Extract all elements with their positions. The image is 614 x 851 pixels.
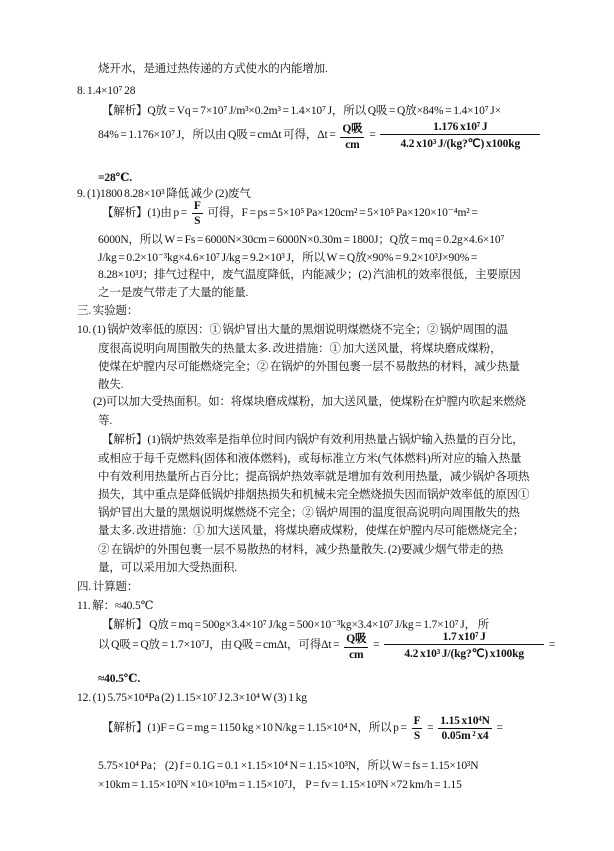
q8-answer: 8. 1.4×10⁷ 28 bbox=[77, 85, 136, 97]
numerator: Q吸 bbox=[344, 630, 368, 648]
q10-line: 或相应于每千克燃料(固体和液体燃料)，或每标准立方米(气体燃料)所对应的输入热量 bbox=[98, 453, 522, 465]
q9-analysis-4: 8.28×10³J；排气过程中，废气温度降低，内能减少；(2) 汽油机的效率很低，主要原因 bbox=[98, 269, 521, 281]
equals: = bbox=[373, 639, 380, 652]
q8-fraction-values bbox=[380, 121, 540, 150]
denominator: cm bbox=[345, 139, 360, 151]
q11-analysis-1: 【解析】 Q放 = mq = 500g×3.4×10⁷ J/kg = 500×10⁻³kg×3.4×10⁷ J/kg = 1.7×10⁷ J， 所 bbox=[102, 619, 490, 631]
q12-analysis-1-text: 【解析】(1)F = G = mg = 1150 kg ×10 N/kg = 1.15×10⁴ N，所以 p = bbox=[102, 722, 407, 735]
numerator: F bbox=[193, 200, 201, 212]
q11-analysis-2 bbox=[98, 630, 555, 661]
denominator: 4.2 x10³ J/(kg?℃) x100kg bbox=[400, 138, 521, 150]
q9-fraction-f-s bbox=[192, 200, 203, 227]
q10-line: 量太多. 改进措施：① 加大送风量，将煤块磨成煤粉，使煤在炉膛内尽可能燃烧完全； bbox=[98, 525, 525, 537]
section-3-heading: 三. 实验题： bbox=[77, 305, 139, 317]
denominator: 0.05m ² x4 bbox=[441, 730, 489, 742]
denominator: cm bbox=[349, 649, 364, 661]
q10-line: ② 在锅炉的外围包裹一层不易散热的材料，减少热量散失. (2)要减少烟气带走的热 bbox=[98, 544, 504, 556]
equals: = bbox=[427, 722, 434, 735]
section-4-heading: 四. 计算题： bbox=[77, 581, 139, 593]
numerator: F bbox=[413, 715, 421, 727]
q8-analysis-1: 【解析】Q放 = Vq = 7×10⁷ J/m³×0.2m³ = 1.4×10⁷ J，所以 Q吸 = Q放×84% = 1.4×10⁷ J× bbox=[102, 105, 501, 117]
denominator: 4.2 x10³ J/(kg?℃) x100kg bbox=[404, 648, 524, 660]
equals: = bbox=[369, 129, 376, 142]
q10-line: 中有效利用热量所占百分比；提高锅炉热效率就是增加有效利用热量，减少锅炉各项热 bbox=[98, 471, 530, 483]
q9-answer: 9. (1)1800 8.28×10³ 降低 减少 (2)废气 bbox=[77, 188, 251, 200]
q11-answer: 11. 解：≈40.5℃ bbox=[77, 600, 154, 612]
q12-fraction-values bbox=[438, 715, 492, 742]
q9-analysis-1 bbox=[102, 200, 478, 227]
denominator: S bbox=[413, 730, 421, 742]
q10-line: 等. bbox=[98, 415, 113, 427]
q10-line: 度很高说明向周围散失的热量太多. 改进措施：① 加大送风量，将煤块磨成煤粉， bbox=[98, 343, 502, 355]
q9-analysis-3: J/kg = 0.2×10⁻³kg×4.6×10⁷ J/kg = 9.2×10³ J，所以 W = Q放×90% = 9.2×10³J×90% = bbox=[98, 252, 478, 264]
q9-analysis-1-post: 可得，F = ps = 5×10⁵ Pa×120cm² = 5×10⁵ Pa×120×10⁻⁴m² = bbox=[207, 207, 478, 220]
q8-fraction-q-cm bbox=[340, 120, 364, 151]
q12-analysis-1 bbox=[102, 715, 503, 742]
q8-result: =28℃. bbox=[98, 172, 132, 184]
q10-line: 量，可以采用加大受热面积. bbox=[98, 562, 237, 574]
q10-line: 损失，其中重点是降低锅炉排烟热损失和机械未完全燃烧损失因而锅炉效率低的原因① bbox=[98, 489, 530, 501]
q10-line: 【解析】(1)锅炉热效率是指单位时间内锅炉有效利用热量占锅炉输入热量的百分比， bbox=[102, 434, 524, 446]
q12-answer: 12. (1) 5.75×10⁴Pa (2) 1.15×10⁷ J 2.3×10⁴ W (3) 1 kg bbox=[77, 692, 307, 704]
equals: = bbox=[496, 722, 503, 735]
q12-analysis-2: 5.75×10⁴ Pa； (2) f = 0.1G = 0.1 ×1.15×10⁴ N = 1.15×10³N，所以 W = fs = 1.15×10³N bbox=[98, 760, 479, 772]
q11-result: ≈40.5℃. bbox=[98, 673, 141, 685]
numerator: 1.7 x10⁷ J bbox=[384, 631, 544, 645]
q12-analysis-3: ×10km = 1.15×10³N ×10×10³m = 1.15×10⁷J， P = fv = 1.15×10³N ×72 km/h = 1.15 bbox=[98, 779, 462, 791]
numerator: 1.176 x10⁷ J bbox=[380, 121, 540, 135]
equals: = bbox=[548, 639, 556, 652]
q8-analysis-2 bbox=[98, 120, 543, 151]
q10-line: 散失. bbox=[98, 379, 124, 391]
q11-fraction-q-cm bbox=[344, 630, 368, 661]
q10-line: 10. (1) 锅炉效率低的原因：① 锅炉冒出大量的黑烟说明煤燃烧不完全；② 锅炉周围的温 bbox=[77, 324, 509, 336]
denominator: S bbox=[194, 215, 201, 227]
q10-line: 使煤在炉膛内尽可能燃烧完全；② 在锅炉的外围包裹一层不易散热的材料，减少热量 bbox=[98, 361, 520, 373]
q8-analysis-2-text: 84% = 1.176×10⁷ J，所以由 Q吸 = cmΔt 可得，Δt = bbox=[98, 129, 336, 142]
q10-line: 锅炉冒出大量的黑烟说明煤燃烧不完全；② 锅炉周围的温度很高说明向周围散失的热 bbox=[98, 507, 520, 519]
q10-line: (2)可以加大受热面积。如：将煤块磨成煤粉，加大送风量，使煤粉在炉膛内吹起来燃烧 bbox=[93, 396, 526, 408]
numerator: Q吸 bbox=[340, 120, 364, 138]
q11-fraction-values bbox=[384, 631, 544, 660]
numerator: 1.15 x10⁴N bbox=[440, 715, 490, 727]
q7-tail: 烧开水，是通过热传递的方式使水的内能增加. bbox=[98, 63, 328, 75]
q11-analysis-2-text: 以 Q吸 = Q放 = 1.7×10⁷J，由 Q吸 = cmΔt，可得Δt = bbox=[98, 639, 340, 652]
q12-fraction-f-s bbox=[412, 715, 423, 742]
q9-analysis-5: 之一是废气带走了大量的能量. bbox=[98, 287, 249, 299]
q9-analysis-2: 6000N，所以 W = Fs = 6000N×30cm = 6000N×0.30m = 1800J；Q放 = mq = 0.2g×4.6×10⁷ bbox=[98, 234, 505, 246]
q9-analysis-1-pre: 【解析】(1)由 p = bbox=[102, 207, 188, 220]
